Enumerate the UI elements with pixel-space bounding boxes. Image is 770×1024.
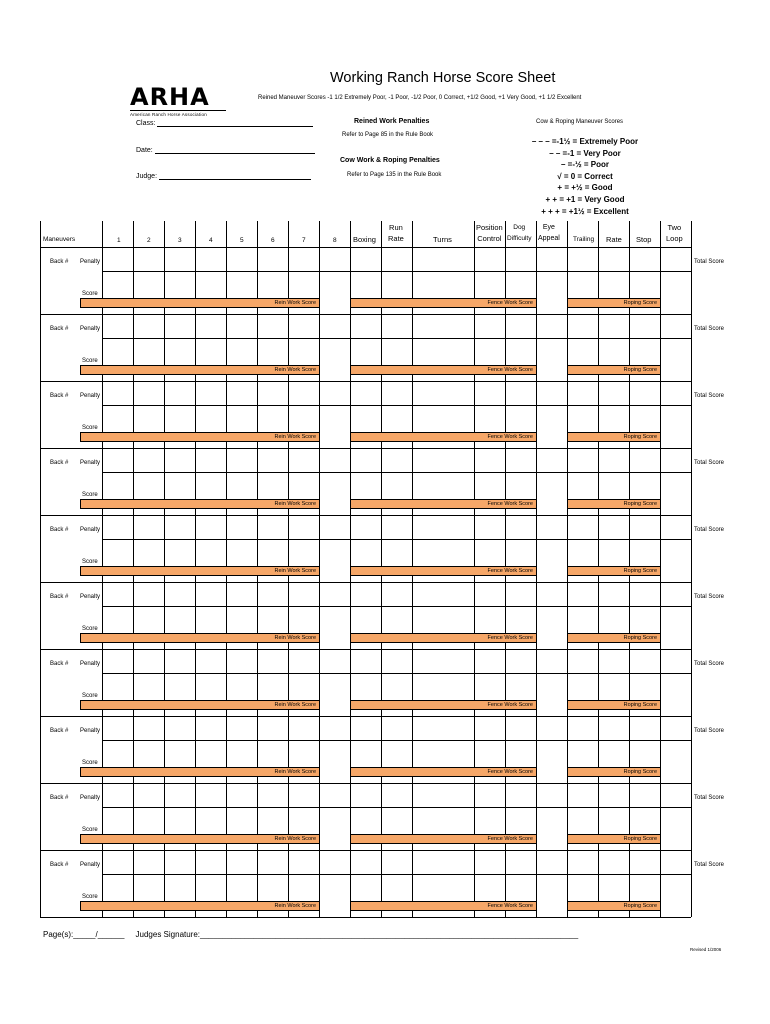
penalty-label: Penalty — [80, 795, 101, 801]
grid-row-line — [102, 472, 691, 473]
grid-row-line — [102, 539, 691, 540]
roping-score-bar[interactable]: Roping Score — [567, 298, 661, 308]
back-number-label: Back # — [50, 728, 69, 734]
score-label: Score — [82, 894, 98, 900]
rein-work-score-bar[interactable]: Rein Work Score — [80, 298, 320, 308]
grid-row-line — [102, 807, 691, 808]
legend-item: + + = +1 = Very Good — [545, 194, 625, 204]
score-label: Score — [82, 291, 98, 297]
fence-work-score-bar[interactable]: Fence Work Score — [350, 834, 537, 844]
class-field[interactable] — [136, 119, 313, 127]
grid-row-line — [40, 783, 691, 784]
score-label: Score — [82, 425, 98, 431]
roping-score-bar[interactable]: Roping Score — [567, 633, 661, 643]
score-label: Score — [82, 827, 98, 833]
rein-work-score-bar[interactable]: Rein Work Score — [80, 633, 320, 643]
roping-score-bar[interactable]: Roping Score — [567, 901, 661, 911]
trailing-header: Trailing — [573, 236, 595, 243]
total-score-label: Total Score — [694, 795, 725, 801]
grid-row-line — [40, 515, 691, 516]
stop-header: Stop — [636, 235, 652, 244]
grid-row-line — [102, 338, 691, 339]
score-label: Score — [82, 760, 98, 766]
penalty-label: Penalty — [80, 862, 101, 868]
penalty-label: Penalty — [80, 661, 101, 667]
grid-row-line — [102, 673, 691, 674]
back-number-label: Back # — [50, 259, 69, 265]
back-number-label: Back # — [50, 795, 69, 801]
rein-work-score-bar[interactable]: Rein Work Score — [80, 901, 320, 911]
revised-date: Revised 1/2006 — [690, 947, 722, 952]
back-number-label: Back # — [50, 661, 69, 667]
score-label: Score — [82, 358, 98, 364]
logo-text: ARHA — [130, 83, 210, 111]
boxing-header: Boxing — [353, 235, 376, 244]
grid-row-line — [40, 381, 691, 382]
total-score-label: Total Score — [694, 661, 725, 667]
dog-difficulty-header: Dog Difficulty — [507, 224, 532, 242]
run-rate-header: Run Rate — [388, 223, 404, 243]
score-label: Score — [82, 559, 98, 565]
maneuver-number: 4 — [209, 237, 213, 244]
legend-item: – – – =-1½ = Extremely Poor — [531, 137, 639, 146]
back-number-label: Back # — [50, 594, 69, 600]
grid-row-line — [40, 247, 691, 248]
rein-work-score-bar[interactable]: Rein Work Score — [80, 834, 320, 844]
pages-field[interactable]: Page(s):_____/______ — [43, 930, 125, 939]
reined-scores-scale: Reined Maneuver Scores -1 1/2 Extremely Poor, -1 Poor, -1/2 Poor, 0 Correct, +1/2 Good, +1 Very Good, +1 1/2 Excellent — [258, 95, 582, 101]
rate-header: Rate — [606, 235, 622, 244]
grid-column-line — [691, 221, 692, 917]
grid-row-line — [40, 716, 691, 717]
maneuver-number: 6 — [271, 237, 275, 244]
total-score-label: Total Score — [694, 594, 725, 600]
grid-row-line — [40, 314, 691, 315]
fence-work-score-bar[interactable]: Fence Work Score — [350, 633, 537, 643]
total-score-label: Total Score — [694, 728, 725, 734]
grid-row-line — [102, 740, 691, 741]
rein-work-score-bar[interactable]: Rein Work Score — [80, 499, 320, 509]
rein-work-score-bar[interactable]: Rein Work Score — [80, 365, 320, 375]
date-label: Date: — [136, 147, 153, 154]
reined-penalties-ref: Refer to Page 85 in the Rule Book — [342, 132, 434, 138]
grid-column-line — [40, 221, 41, 917]
two-loop-header: Two Loop — [666, 223, 683, 243]
judge-field[interactable] — [136, 172, 311, 180]
cow-penalties-title: Cow Work & Roping Penalties — [340, 157, 440, 164]
score-legend — [520, 136, 650, 217]
eye-appeal-header: Eye Appeal — [538, 224, 560, 242]
maneuver-number: 7 — [302, 237, 306, 244]
judge-label: Judge: — [136, 173, 158, 180]
page-title: Working Ranch Horse Score Sheet — [330, 70, 556, 86]
roping-score-bar[interactable]: Roping Score — [567, 432, 661, 442]
fence-work-score-bar[interactable]: Fence Work Score — [350, 298, 537, 308]
roping-score-bar[interactable]: Roping Score — [567, 365, 661, 375]
score-label: Score — [82, 693, 98, 699]
roping-score-bar[interactable]: Roping Score — [567, 767, 661, 777]
class-label: Class: — [136, 120, 156, 127]
logo-subtitle: American Ranch Horse Association — [130, 110, 226, 117]
rein-work-score-bar[interactable]: Rein Work Score — [80, 566, 320, 576]
grid-row-line — [40, 649, 691, 650]
back-number-label: Back # — [50, 326, 69, 332]
grid-row-line — [40, 448, 691, 449]
fence-work-score-bar[interactable]: Fence Work Score — [350, 901, 537, 911]
maneuver-number: 2 — [147, 237, 151, 244]
total-score-label: Total Score — [694, 393, 725, 399]
grid-row-line — [40, 582, 691, 583]
legend-item: + + + = +1½ = Excellent — [541, 206, 629, 216]
grid-row-line — [102, 874, 691, 875]
grid-row-line — [40, 850, 691, 851]
grid-row-line — [102, 606, 691, 607]
back-number-label: Back # — [50, 862, 69, 868]
roping-score-bar[interactable]: Roping Score — [567, 700, 661, 710]
maneuver-number: 1 — [117, 237, 121, 244]
legend-item: + = +½ = Good — [557, 183, 613, 193]
position-control-header: Position Control — [476, 223, 503, 243]
penalty-label: Penalty — [80, 594, 101, 600]
back-number-label: Back # — [50, 393, 69, 399]
grid-row-line — [40, 917, 691, 918]
turns-header: Turns — [433, 235, 452, 244]
maneuver-number: 8 — [333, 237, 337, 244]
grid-row-line — [102, 405, 691, 406]
penalty-label: Penalty — [80, 326, 101, 332]
date-field[interactable] — [136, 146, 315, 154]
fence-work-score-bar[interactable]: Fence Work Score — [350, 499, 537, 509]
judges-signature-field[interactable]: Judges Signature:_____________________________________________________________________________________ — [135, 930, 579, 939]
rein-work-score-bar[interactable]: Rein Work Score — [80, 700, 320, 710]
cow-scores-title: Cow & Roping Maneuver Scores — [536, 119, 624, 125]
fence-work-score-bar[interactable]: Fence Work Score — [350, 700, 537, 710]
penalty-label: Penalty — [80, 259, 101, 265]
maneuver-number: 5 — [240, 237, 244, 244]
total-score-label: Total Score — [694, 527, 725, 533]
legend-item: – =-½ = Poor — [560, 160, 610, 170]
score-label: Score — [82, 626, 98, 632]
legend-item: – – =-1 = Very Poor — [549, 148, 621, 158]
cow-penalties-ref: Refer to Page 135 in the Rule Book — [347, 172, 442, 178]
total-score-label: Total Score — [694, 326, 725, 332]
penalty-label: Penalty — [80, 728, 101, 734]
fence-work-score-bar[interactable]: Fence Work Score — [350, 767, 537, 777]
fence-work-score-bar[interactable]: Fence Work Score — [350, 365, 537, 375]
penalty-label: Penalty — [80, 527, 101, 533]
fence-work-score-bar[interactable]: Fence Work Score — [350, 432, 537, 442]
penalty-label: Penalty — [80, 460, 101, 466]
roping-score-bar[interactable]: Roping Score — [567, 499, 661, 509]
roping-score-bar[interactable]: Roping Score — [567, 834, 661, 844]
fence-work-score-bar[interactable]: Fence Work Score — [350, 566, 537, 576]
footer-signature-line[interactable] — [43, 930, 578, 939]
reined-penalties-title: Reined Work Penalties — [354, 118, 430, 125]
arha-logo — [130, 85, 230, 120]
rein-work-score-bar[interactable]: Rein Work Score — [80, 767, 320, 777]
rein-work-score-bar[interactable]: Rein Work Score — [80, 432, 320, 442]
grid-row-line — [102, 271, 691, 272]
roping-score-bar[interactable]: Roping Score — [567, 566, 661, 576]
back-number-label: Back # — [50, 527, 69, 533]
penalty-label: Penalty — [80, 393, 101, 399]
maneuvers-header: Maneuvers — [43, 236, 76, 243]
legend-item: √ = 0 = Correct — [557, 171, 613, 181]
back-number-label: Back # — [50, 460, 69, 466]
total-score-label: Total Score — [694, 862, 725, 868]
score-label: Score — [82, 492, 98, 498]
maneuver-number: 3 — [178, 237, 182, 244]
total-score-label: Total Score — [694, 460, 725, 466]
total-score-label: Total Score — [694, 259, 725, 265]
